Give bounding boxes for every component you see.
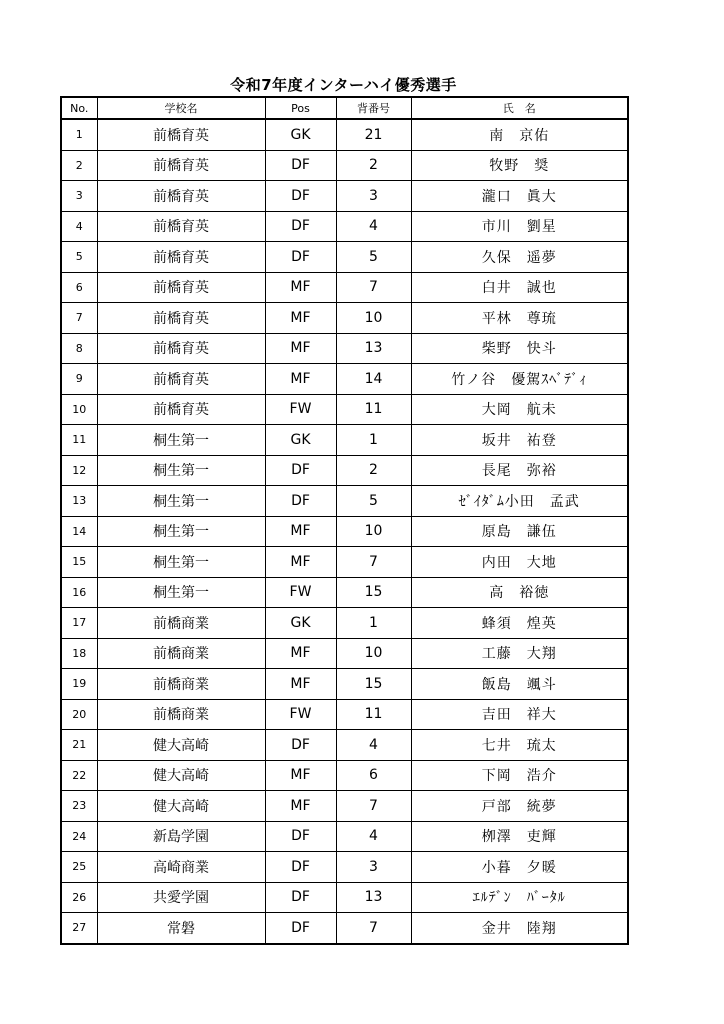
cell-no: 14 xyxy=(61,516,97,547)
table-row xyxy=(61,516,628,547)
table-row xyxy=(61,821,628,852)
cell-player-name: 白井 誠也 xyxy=(411,272,628,303)
cell-school: 桐生第一 xyxy=(97,577,265,608)
cell-player-name: 吉田 祥大 xyxy=(411,699,628,730)
table-body xyxy=(61,119,628,944)
cell-school: 前橋育英 xyxy=(97,211,265,242)
cell-pos: DF xyxy=(265,821,336,852)
cell-number: 2 xyxy=(336,150,411,181)
table-row xyxy=(61,486,628,517)
cell-player-name: 長尾 弥裕 xyxy=(411,455,628,486)
cell-number: 3 xyxy=(336,181,411,212)
cell-pos: FW xyxy=(265,577,336,608)
cell-player-name: 工藤 大翔 xyxy=(411,638,628,669)
table-row xyxy=(61,211,628,242)
cell-number: 6 xyxy=(336,760,411,791)
cell-pos: DF xyxy=(265,211,336,242)
cell-pos: MF xyxy=(265,303,336,334)
cell-no: 6 xyxy=(61,272,97,303)
cell-player-name: 竹ノ谷 優駕ｽﾍﾞﾃﾞｨ xyxy=(411,364,628,395)
cell-no: 17 xyxy=(61,608,97,639)
cell-school: 前橋育英 xyxy=(97,394,265,425)
cell-number: 13 xyxy=(336,882,411,913)
cell-player-name: 南 京佑 xyxy=(411,119,628,150)
cell-pos: DF xyxy=(265,882,336,913)
cell-number: 2 xyxy=(336,455,411,486)
cell-player-name: ｾﾞｲﾀﾞﾑ小田 孟武 xyxy=(411,486,628,517)
cell-no: 7 xyxy=(61,303,97,334)
cell-no: 9 xyxy=(61,364,97,395)
cell-school: 前橋育英 xyxy=(97,150,265,181)
cell-player-name: 市川 劉星 xyxy=(411,211,628,242)
cell-pos: MF xyxy=(265,547,336,578)
table-row xyxy=(61,730,628,761)
cell-no: 10 xyxy=(61,394,97,425)
header-number: 背番号 xyxy=(336,97,411,119)
cell-player-name: 久保 遥夢 xyxy=(411,242,628,273)
cell-number: 7 xyxy=(336,913,411,944)
header-row xyxy=(61,97,628,119)
cell-school: 前橋育英 xyxy=(97,303,265,334)
cell-pos: MF xyxy=(265,364,336,395)
page-title: 令和7年度インターハイ優秀選手 xyxy=(230,76,457,94)
table-row xyxy=(61,272,628,303)
cell-pos: MF xyxy=(265,669,336,700)
cell-number: 7 xyxy=(336,791,411,822)
table-row xyxy=(61,303,628,334)
header-no: No. xyxy=(61,97,97,119)
cell-school: 高崎商業 xyxy=(97,852,265,883)
table-row xyxy=(61,577,628,608)
cell-player-name: 瀧口 眞大 xyxy=(411,181,628,212)
cell-no: 3 xyxy=(61,181,97,212)
header-pos: Pos xyxy=(265,97,336,119)
cell-school: 前橋育英 xyxy=(97,272,265,303)
table-row xyxy=(61,242,628,273)
cell-no: 18 xyxy=(61,638,97,669)
cell-pos: DF xyxy=(265,242,336,273)
cell-pos: GK xyxy=(265,608,336,639)
table-row xyxy=(61,150,628,181)
table-header xyxy=(61,97,628,119)
cell-pos: DF xyxy=(265,852,336,883)
cell-number: 11 xyxy=(336,394,411,425)
cell-pos: MF xyxy=(265,791,336,822)
table-row xyxy=(61,791,628,822)
cell-player-name: 平林 尊琉 xyxy=(411,303,628,334)
table-row xyxy=(61,181,628,212)
table-row xyxy=(61,333,628,364)
cell-pos: GK xyxy=(265,425,336,456)
cell-player-name: 高 裕徳 xyxy=(411,577,628,608)
cell-school: 桐生第一 xyxy=(97,455,265,486)
cell-school: 健大高崎 xyxy=(97,760,265,791)
cell-pos: FW xyxy=(265,699,336,730)
cell-school: 常磐 xyxy=(97,913,265,944)
cell-pos: MF xyxy=(265,516,336,547)
cell-number: 13 xyxy=(336,333,411,364)
cell-school: 桐生第一 xyxy=(97,425,265,456)
cell-player-name: ｴﾙﾃﾞﾝ ﾊﾞｰﾀﾙ xyxy=(411,882,628,913)
cell-school: 共愛学園 xyxy=(97,882,265,913)
cell-player-name: 七井 琉太 xyxy=(411,730,628,761)
cell-number: 3 xyxy=(336,852,411,883)
cell-player-name: 牧野 奨 xyxy=(411,150,628,181)
cell-number: 4 xyxy=(336,211,411,242)
cell-school: 新島学園 xyxy=(97,821,265,852)
cell-school: 健大高崎 xyxy=(97,791,265,822)
cell-school: 前橋商業 xyxy=(97,699,265,730)
cell-player-name: 下岡 浩介 xyxy=(411,760,628,791)
players-table xyxy=(60,96,629,945)
cell-no: 24 xyxy=(61,821,97,852)
cell-school: 前橋育英 xyxy=(97,242,265,273)
table-row xyxy=(61,913,628,944)
cell-player-name: 小暮 夕暖 xyxy=(411,852,628,883)
cell-no: 19 xyxy=(61,669,97,700)
table-row xyxy=(61,882,628,913)
cell-number: 1 xyxy=(336,608,411,639)
cell-no: 27 xyxy=(61,913,97,944)
cell-no: 22 xyxy=(61,760,97,791)
cell-pos: DF xyxy=(265,150,336,181)
cell-no: 21 xyxy=(61,730,97,761)
cell-player-name: 大岡 航未 xyxy=(411,394,628,425)
cell-no: 15 xyxy=(61,547,97,578)
cell-number: 5 xyxy=(336,242,411,273)
cell-pos: MF xyxy=(265,638,336,669)
cell-pos: DF xyxy=(265,181,336,212)
cell-school: 前橋商業 xyxy=(97,669,265,700)
table-row xyxy=(61,638,628,669)
cell-school: 桐生第一 xyxy=(97,516,265,547)
cell-pos: DF xyxy=(265,913,336,944)
cell-no: 1 xyxy=(61,119,97,150)
cell-player-name: 飯島 颯斗 xyxy=(411,669,628,700)
cell-player-name: 蜂須 煌英 xyxy=(411,608,628,639)
cell-number: 4 xyxy=(336,730,411,761)
cell-number: 10 xyxy=(336,516,411,547)
cell-number: 14 xyxy=(336,364,411,395)
cell-no: 5 xyxy=(61,242,97,273)
cell-school: 桐生第一 xyxy=(97,486,265,517)
cell-pos: FW xyxy=(265,394,336,425)
cell-pos: DF xyxy=(265,486,336,517)
cell-no: 12 xyxy=(61,455,97,486)
cell-number: 21 xyxy=(336,119,411,150)
cell-player-name: 内田 大地 xyxy=(411,547,628,578)
cell-school: 前橋商業 xyxy=(97,638,265,669)
table-row xyxy=(61,455,628,486)
table-row xyxy=(61,394,628,425)
cell-number: 7 xyxy=(336,547,411,578)
cell-pos: MF xyxy=(265,333,336,364)
cell-player-name: 原島 謙伍 xyxy=(411,516,628,547)
header-name: 氏 名 xyxy=(411,97,628,119)
cell-no: 4 xyxy=(61,211,97,242)
cell-player-name: 柴野 快斗 xyxy=(411,333,628,364)
table-row xyxy=(61,852,628,883)
cell-pos: MF xyxy=(265,760,336,791)
table-row xyxy=(61,119,628,150)
table-row xyxy=(61,364,628,395)
cell-number: 7 xyxy=(336,272,411,303)
cell-number: 5 xyxy=(336,486,411,517)
table-row xyxy=(61,699,628,730)
cell-number: 10 xyxy=(336,303,411,334)
cell-player-name: 坂井 祐登 xyxy=(411,425,628,456)
cell-school: 前橋育英 xyxy=(97,119,265,150)
cell-school: 前橋育英 xyxy=(97,364,265,395)
table-row xyxy=(61,547,628,578)
cell-no: 11 xyxy=(61,425,97,456)
cell-school: 健大高崎 xyxy=(97,730,265,761)
table-row xyxy=(61,760,628,791)
cell-school: 桐生第一 xyxy=(97,547,265,578)
table-row xyxy=(61,425,628,456)
cell-number: 15 xyxy=(336,669,411,700)
cell-school: 前橋育英 xyxy=(97,181,265,212)
cell-pos: DF xyxy=(265,730,336,761)
cell-pos: GK xyxy=(265,119,336,150)
cell-no: 25 xyxy=(61,852,97,883)
cell-number: 10 xyxy=(336,638,411,669)
cell-number: 4 xyxy=(336,821,411,852)
cell-no: 8 xyxy=(61,333,97,364)
cell-player-name: 金井 陸翔 xyxy=(411,913,628,944)
cell-school: 前橋育英 xyxy=(97,333,265,364)
cell-pos: MF xyxy=(265,272,336,303)
cell-number: 15 xyxy=(336,577,411,608)
cell-no: 2 xyxy=(61,150,97,181)
cell-no: 13 xyxy=(61,486,97,517)
cell-no: 16 xyxy=(61,577,97,608)
cell-player-name: 戸部 統夢 xyxy=(411,791,628,822)
cell-number: 1 xyxy=(336,425,411,456)
cell-player-name: 栁澤 吏輝 xyxy=(411,821,628,852)
cell-school: 前橋商業 xyxy=(97,608,265,639)
cell-no: 26 xyxy=(61,882,97,913)
cell-pos: DF xyxy=(265,455,336,486)
table-row xyxy=(61,669,628,700)
cell-number: 11 xyxy=(336,699,411,730)
header-school: 学校名 xyxy=(97,97,265,119)
table-row xyxy=(61,608,628,639)
cell-no: 20 xyxy=(61,699,97,730)
cell-no: 23 xyxy=(61,791,97,822)
